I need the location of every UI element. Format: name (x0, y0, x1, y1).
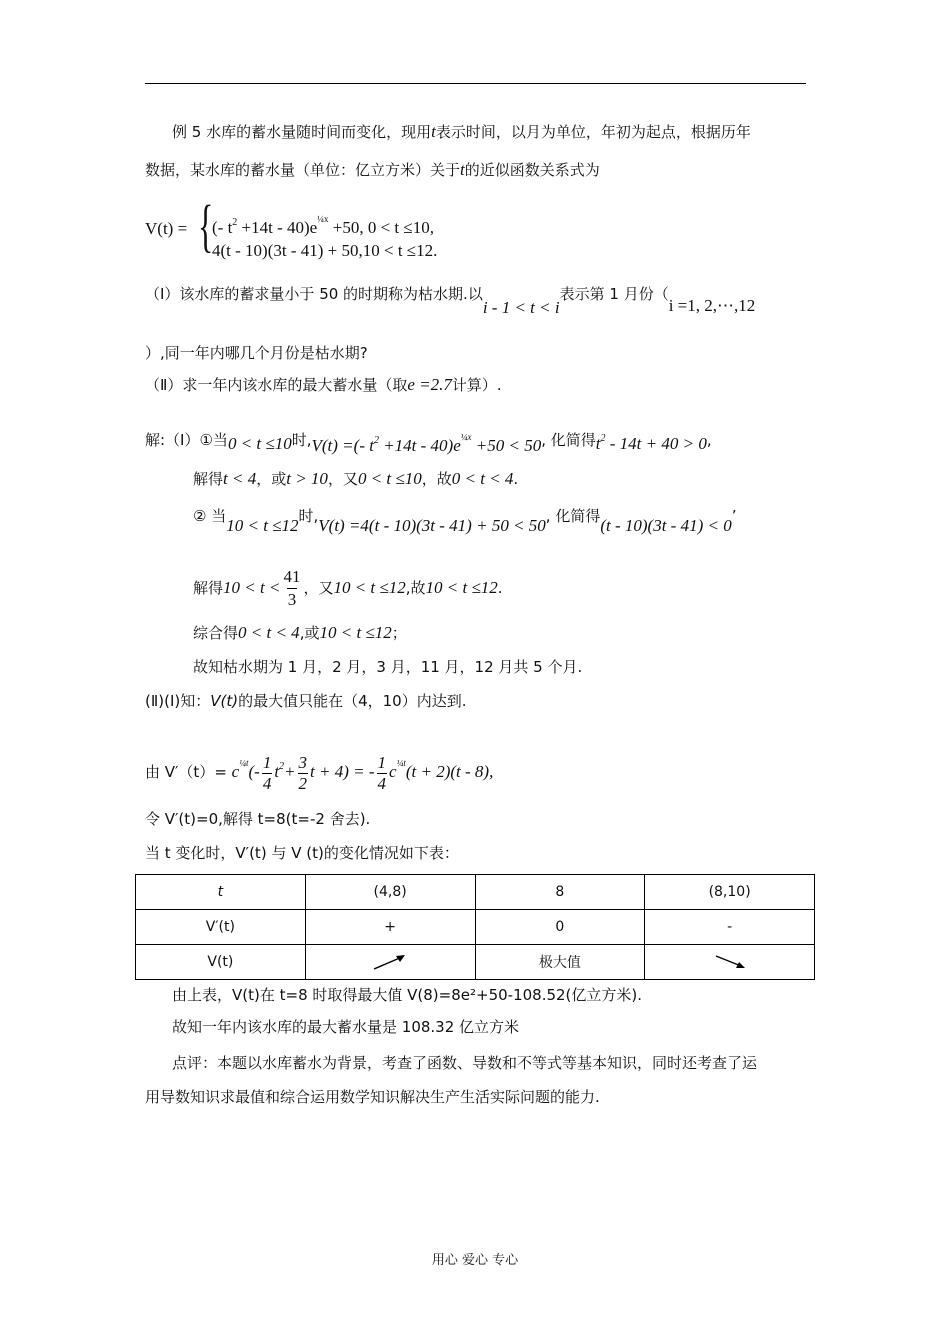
table-cell: 极大值 (475, 945, 645, 980)
math-text: 10 < t ≤12 (425, 578, 498, 597)
math-text: - 14t + 40 > 0 (605, 434, 707, 453)
math-text: t < 4 (223, 469, 257, 488)
math-text: t + 4) = - (310, 762, 375, 781)
fraction (282, 566, 301, 611)
variation-table (135, 874, 815, 980)
solution-text: 解:（Ⅰ）①当 (145, 431, 228, 449)
comment-line-1: 点评：本题以水库蓄水为背景，考查了函数、导数和不等式等基本知识，同时还考查了运 (172, 1054, 758, 1072)
derivative-line (145, 738, 493, 797)
numerator: 3 (298, 752, 308, 772)
table-cell: V(t) (136, 945, 306, 980)
comment-line-2: 用导数知识求最值和综合运用数学知识解决生产生活实际问题的能力. (145, 1088, 600, 1106)
exponent: 2 (600, 433, 606, 444)
solution-text: 时, (291, 431, 312, 449)
part-2-line (145, 374, 502, 396)
solution-text: 的最大值只能在（4，10）内达到. (238, 692, 467, 710)
solution-text: , 化简得 (545, 507, 601, 525)
table-cell: + (305, 910, 475, 945)
numerator: 1 (377, 752, 387, 772)
math-text: +14t - 40)e (237, 218, 318, 237)
math-text: V(t) =(- t (311, 436, 374, 455)
function-lhs: V(t) = (145, 219, 188, 238)
problem-text: 表示时间，以月为单位，年初为起点，根据历年 (435, 123, 751, 141)
solution-step-1 (145, 420, 712, 455)
math-text: t > 10 (286, 469, 328, 488)
table-cell: V′(t) (136, 910, 306, 945)
table-cell: 8 (475, 875, 645, 910)
exponent: ¼t (239, 758, 249, 768)
math-var: t (431, 122, 436, 141)
table-row (136, 910, 815, 945)
math-text: 0 < t < 4 (451, 469, 514, 488)
problem-text: 的近似函数关系式为 (464, 161, 600, 179)
table-cell: 0 (475, 910, 645, 945)
math-var: t (460, 160, 465, 179)
problem-text: 计算）. (451, 376, 502, 394)
math-text: c (389, 762, 397, 781)
problem-line-1 (172, 121, 751, 143)
fraction (377, 753, 388, 794)
math-text: t (274, 762, 280, 781)
piecewise-brace: { (198, 193, 214, 258)
increasing-arrow-icon (372, 952, 408, 972)
solution-step-2 (193, 468, 518, 490)
solution-text: 解得 (193, 579, 224, 597)
table-row (136, 945, 815, 980)
numerator: 1 (262, 752, 272, 772)
exponent: 2 (373, 435, 379, 446)
denominator: 4 (377, 773, 387, 793)
exponent: 2 (232, 217, 238, 228)
math-text: e =2.7 (407, 375, 452, 394)
solution-text: 解得 (193, 470, 224, 488)
exponent: ¼t (396, 758, 406, 768)
solution-text: ； (391, 624, 407, 642)
math-text: (- t (212, 218, 233, 237)
problem-text: （Ⅰ）该水库的蓄求量小于 50 的时期称为枯水期.以 (145, 285, 483, 303)
exponent: 2 (279, 761, 285, 772)
solution-text: . (513, 470, 519, 488)
math-text: 10 < t ≤12 (226, 516, 299, 535)
solution-text: ② 当 (193, 507, 227, 525)
problem-text: 例 5 水库的蓄水量随时间而变化，现用 (172, 123, 432, 141)
math-text: (t - 10)(3t - 41) < 0 (600, 516, 732, 535)
piecewise-case-1 (212, 208, 434, 239)
piecewise-case-2: 4(t - 10)(3t - 41) + 50,10 < t ≤12. (212, 241, 438, 260)
exponent: ¼x (317, 214, 329, 224)
solution-step-5 (193, 622, 407, 644)
math-text: (t + 2)(t - 8), (405, 762, 494, 781)
math-text: V(t) (210, 692, 239, 710)
solution-text: ，又 (303, 579, 334, 597)
table-cell: (4,8) (305, 875, 475, 910)
fraction (262, 753, 273, 794)
table-cell (305, 945, 475, 980)
problem-line-2 (145, 159, 600, 181)
solution-text: ，或 (256, 470, 287, 488)
solution-text: ’ (731, 507, 737, 525)
math-text: 10 < t ≤12 (319, 623, 392, 642)
part-1-continued: ）,同一年内哪几个月份是枯水期? (145, 344, 368, 362)
exponent: ¼x (460, 432, 472, 442)
math-text: 10 < t ≤12 (333, 578, 406, 597)
denominator: 4 (262, 773, 272, 793)
solution-text: ,故 (405, 579, 426, 597)
math-text: 0 < t ≤10 (357, 469, 422, 488)
solution-text: (Ⅱ)(Ⅰ)知： (145, 692, 211, 710)
table-cell: (8,10) (645, 875, 815, 910)
math-text: 10 < t < (223, 578, 281, 597)
table-row (136, 875, 815, 910)
math-text: c (231, 762, 240, 781)
solution-text: . (497, 579, 503, 597)
denominator: 2 (298, 773, 308, 793)
solution-step-6: 故知枯水期为 1 月，2 月，3 月，11 月，12 月共 5 个月. (193, 658, 583, 676)
solution-step-9: 令 V′(t)=0,解得 t=8(t=-2 舍去). (145, 810, 371, 828)
math-text: +14t - 40)e (378, 436, 461, 455)
table-cell: - (645, 910, 815, 945)
solution-text: , 化简得 (541, 431, 596, 449)
math-text: 0 < t ≤10 (227, 434, 292, 453)
solution-step-4 (193, 566, 503, 611)
solution-text: , (706, 431, 712, 449)
page-footer: 用心 爱心 专心 (431, 1253, 519, 1268)
math-text: i =1, 2,⋯,12 (668, 296, 756, 315)
conclusion-line-1: 由上表，V(t)在 t=8 时取得最大值 V(8)=8e²+50-108.52(亿立方米). (172, 986, 643, 1004)
problem-text: 数据，某水库的蓄水量（单位：亿立方米）关于 (145, 161, 461, 179)
table-cell: t (136, 875, 306, 910)
math-expression (596, 434, 707, 453)
solution-text: 时, (298, 507, 319, 525)
solution-step-7 (145, 690, 466, 712)
conclusion-line-2: 故知一年内该水库的最大蓄水量是 108.32 亿立方米 (172, 1018, 520, 1036)
math-text: (- (248, 762, 260, 781)
part-1-line (145, 283, 756, 317)
math-text: 0 < t < 4 (238, 623, 300, 642)
decreasing-arrow-icon (712, 952, 748, 972)
math-text: i - 1 < t < i (482, 298, 560, 317)
solution-text: ，故 (421, 470, 452, 488)
math-text: +50, 0 < t ≤10, (328, 218, 434, 237)
solution-step-10: 当 t 变化时，V′(t) 与 V (t)的变化情况如下表： (145, 844, 459, 862)
numerator: 41 (283, 567, 301, 586)
math-text: V(t) =4(t - 10)(3t - 41) + 50 < 50 (318, 516, 546, 535)
header-rule (145, 83, 806, 84)
table-cell (645, 945, 815, 980)
math-expression (311, 432, 542, 455)
denominator: 3 (287, 590, 297, 609)
problem-text: （Ⅱ）求一年内该水库的最大蓄水量（取 (145, 376, 408, 394)
math-text: + (284, 762, 296, 781)
solution-text: ,或 (299, 624, 320, 642)
problem-text: 表示第 1 月份（ (559, 285, 669, 303)
solution-text: 综合得 (193, 624, 239, 642)
math-expression (231, 752, 494, 793)
solution-text: 由 V′（t）= (145, 763, 227, 781)
math-text: t (595, 434, 601, 453)
solution-text: ，又 (327, 470, 358, 488)
solution-step-3 (193, 505, 737, 535)
math-text: +50 < 50 (471, 436, 542, 455)
fraction (298, 753, 309, 794)
